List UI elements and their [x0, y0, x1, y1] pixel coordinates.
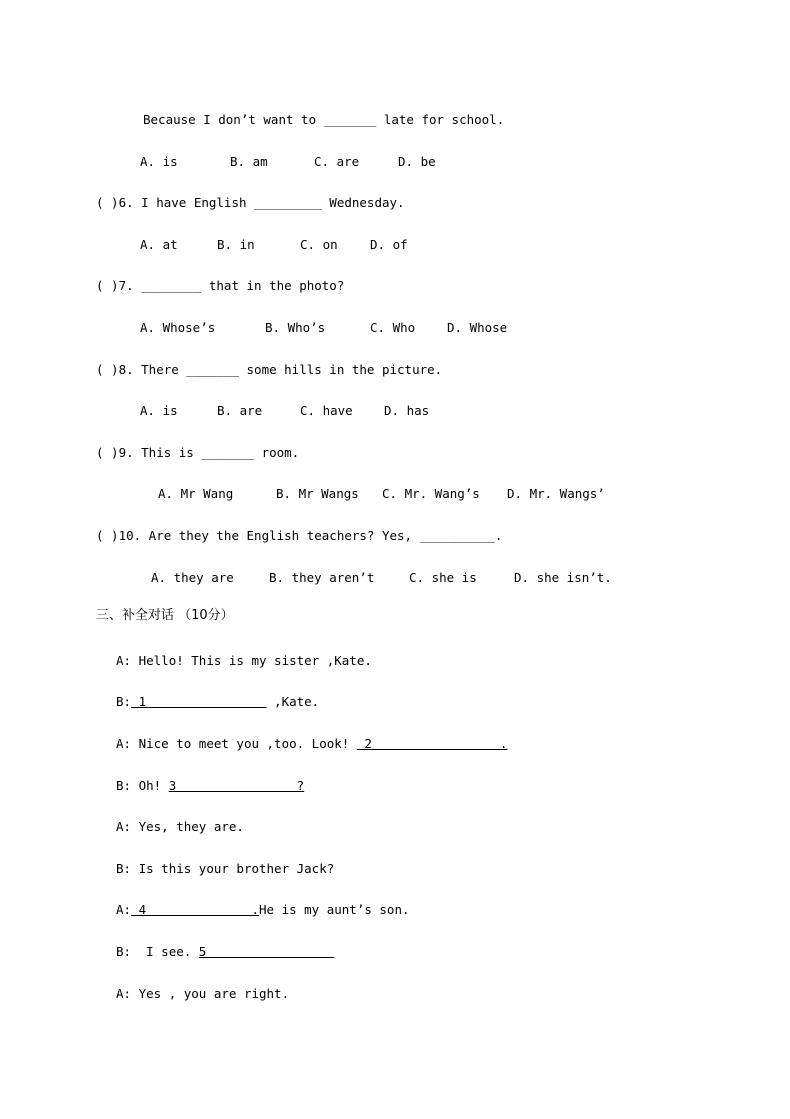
q10-option-c: C. she is [409, 570, 477, 585]
q7-option-a: A. Whose’s [140, 320, 216, 335]
dialogue-text: Nice to meet you ,too. Look! [131, 736, 357, 751]
answer-blank-4[interactable]: 4 . [131, 902, 259, 917]
dialogue-line-7 [116, 902, 410, 918]
dialogue-line-3 [116, 736, 507, 752]
q8-option-a: A. is [140, 403, 178, 418]
q5-stem: Because I don’t want to _______ late for school. [143, 112, 505, 127]
q8-options [0, 403, 790, 419]
q7-option-d: D. Whose [447, 320, 508, 335]
q9-option-a: A. Mr Wang [158, 486, 234, 501]
speaker-label: A: [116, 736, 132, 751]
q6-option-b: B. in [217, 237, 255, 252]
q9-stem: ( )9. This is _______ room. [96, 445, 300, 460]
q8-option-c: C. have [300, 403, 353, 418]
q9-option-d: D. Mr. Wangs’ [507, 486, 605, 501]
q7-options [0, 320, 790, 336]
dialogue-line-4 [116, 778, 304, 794]
speaker-label: B: [116, 944, 132, 959]
q6-option-a: A. at [140, 237, 178, 252]
q7-stem: ( )7. ________ that in the photo? [96, 278, 345, 293]
q8-stem: ( )8. There _______ some hills in the picture. [96, 362, 443, 377]
dialogue-line-5 [116, 819, 244, 835]
q6-options [0, 237, 790, 253]
q6-option-d: D. of [370, 237, 408, 252]
dialogue-text: Oh! [131, 778, 169, 793]
q5-option-d: D. be [398, 154, 436, 169]
answer-blank-3[interactable]: 3 ? [168, 778, 305, 793]
dialogue-text: I see. [131, 944, 199, 959]
speaker-label: B: [116, 778, 132, 793]
dialogue-text: Is this your brother Jack? [131, 861, 335, 876]
q9-options [0, 486, 790, 502]
dialogue-line-9 [116, 986, 289, 1002]
section-3-heading: 三、补全对话 （10分） [96, 608, 234, 623]
q7-option-c: C. Who [370, 320, 416, 335]
answer-blank-5[interactable]: 5 [198, 944, 335, 959]
q10-stem: ( )10. Are they the English teachers? Yes, __________. [96, 528, 503, 543]
dialogue-text: He is my aunt’s son. [259, 902, 410, 917]
q5-option-c: C. are [314, 154, 360, 169]
q7-option-b: B. Who’s [265, 320, 326, 335]
q10-option-d: D. she isn’t. [514, 570, 612, 585]
q5-options [0, 154, 790, 170]
speaker-label: B: [116, 861, 132, 876]
q9-option-b: B. Mr Wangs [276, 486, 359, 501]
dialogue-text: ,Kate. [266, 694, 320, 709]
dialogue-line-2 [116, 694, 319, 710]
q5-option-b: B. am [230, 154, 268, 169]
dialogue-text: Yes, they are. [131, 819, 244, 834]
q6-stem: ( )6. I have English _________ Wednesday. [96, 195, 405, 210]
answer-blank-1[interactable]: 1 [131, 694, 267, 709]
dialogue-text: Yes , you are right. [131, 986, 290, 1001]
dialogue-text: Hello! This is my sister ,Kate. [131, 653, 372, 668]
q10-option-b: B. they aren’t [269, 570, 375, 585]
speaker-label: A: [116, 653, 132, 668]
speaker-label: B: [116, 694, 132, 709]
q8-option-d: D. has [384, 403, 430, 418]
q5-option-a: A. is [140, 154, 178, 169]
answer-blank-2[interactable]: 2 . [356, 736, 508, 751]
q9-option-c: C. Mr. Wang’s [382, 486, 480, 501]
dialogue-line-8 [116, 944, 334, 960]
speaker-label: A: [116, 902, 132, 917]
q10-option-a: A. they are [151, 570, 234, 585]
q10-options [0, 570, 790, 586]
speaker-label: A: [116, 986, 132, 1001]
speaker-label: A: [116, 819, 132, 834]
dialogue-line-6 [116, 861, 334, 877]
q6-option-c: C. on [300, 237, 338, 252]
dialogue-line-1 [116, 653, 372, 669]
q8-option-b: B. are [217, 403, 263, 418]
